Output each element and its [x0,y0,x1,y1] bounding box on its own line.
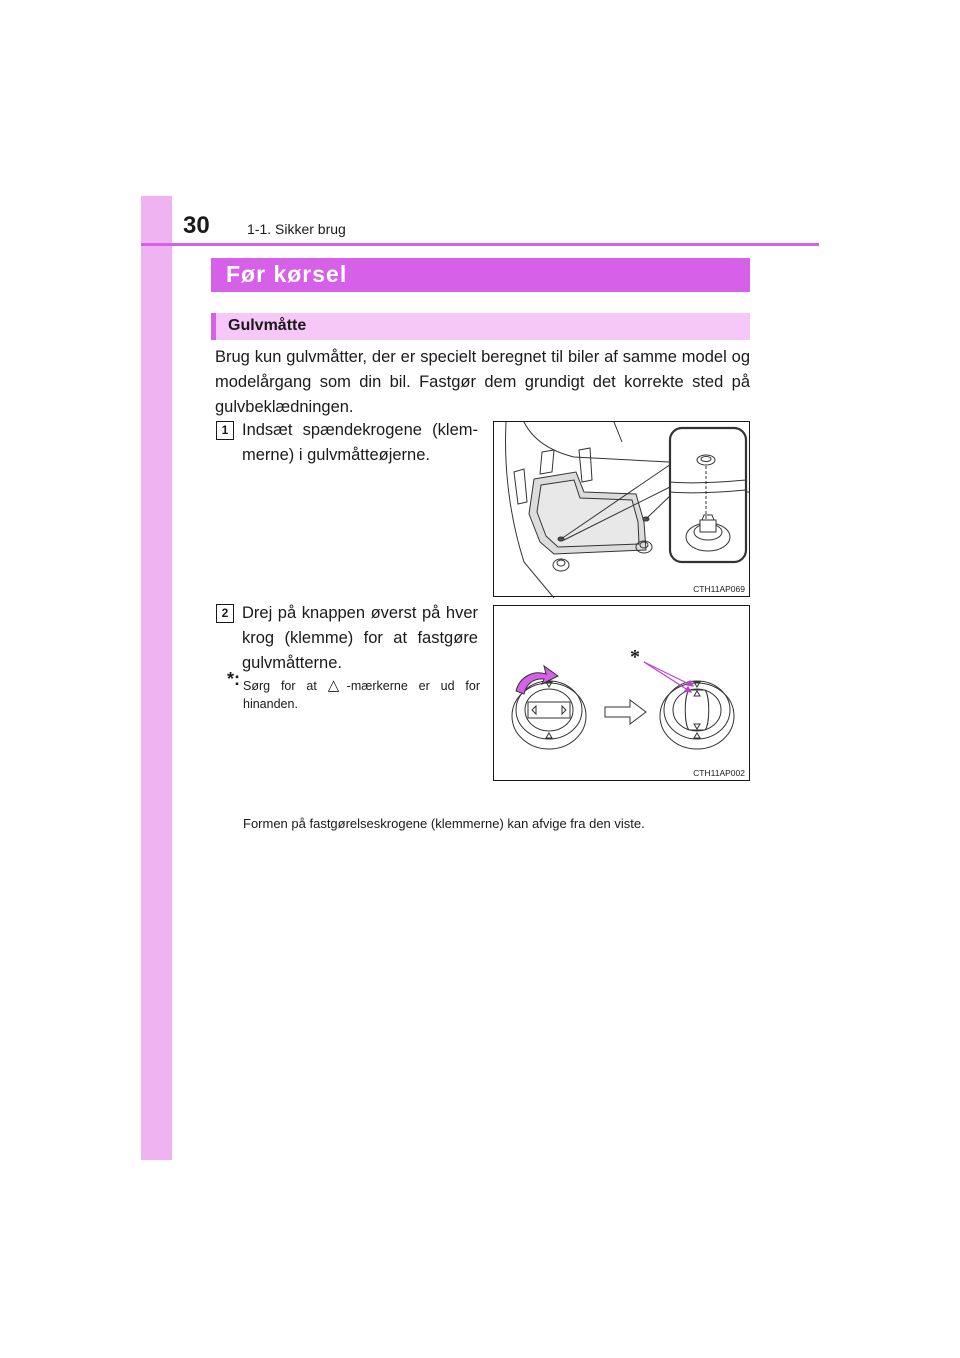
figure-caption: Formen på fastgørelseskrogene (klemmerne) kan afvige fra den viste. [243,816,645,831]
section-title-bar [211,258,750,292]
step-2-number: 2 [216,604,234,623]
header-rule [141,243,819,246]
intro-paragraph: Brug kun gulvmåtter, der er specielt beregnet til biler af samme model og modelårgang som din bil. Fastgør dem grundigt det korrekte sted på gulvbeklædningen. [215,348,750,416]
subsection-title: Gulvmåtte [228,317,307,334]
note-text [243,677,480,713]
subsection-title-bar [211,313,750,340]
figure-hook-knob [493,605,750,781]
note-text-before: Sørg for at [243,679,328,693]
section-title: Før kørsel [226,261,348,287]
hook-knob-illustration [494,606,751,782]
page-number: 30 [183,212,210,239]
figure-floor-mat-hooks [493,421,750,597]
side-tab-strip [141,196,172,1160]
step-1-number: 1 [216,421,234,440]
note-marker: *: [227,669,241,689]
figure-1-code: CTH11AP069 [693,584,745,594]
note-text-after: -mærkerne er ud for hinanden. [243,679,480,711]
triangle-mark-icon: △ [327,677,347,694]
section-label: 1-1. Sikker brug [247,221,346,237]
figure-2-marker: * [630,646,640,668]
step-1-text: Indsæt spændekrogene (klemmerne) i gulvmåtteøjerne. [242,421,478,464]
floor-mat-illustration [494,422,751,598]
figure-2-code: CTH11AP002 [693,768,745,778]
step-2-text: Drej på knappen øverst på hver krog (klemme) for at fastgøre gulvmåtterne. [242,604,478,672]
